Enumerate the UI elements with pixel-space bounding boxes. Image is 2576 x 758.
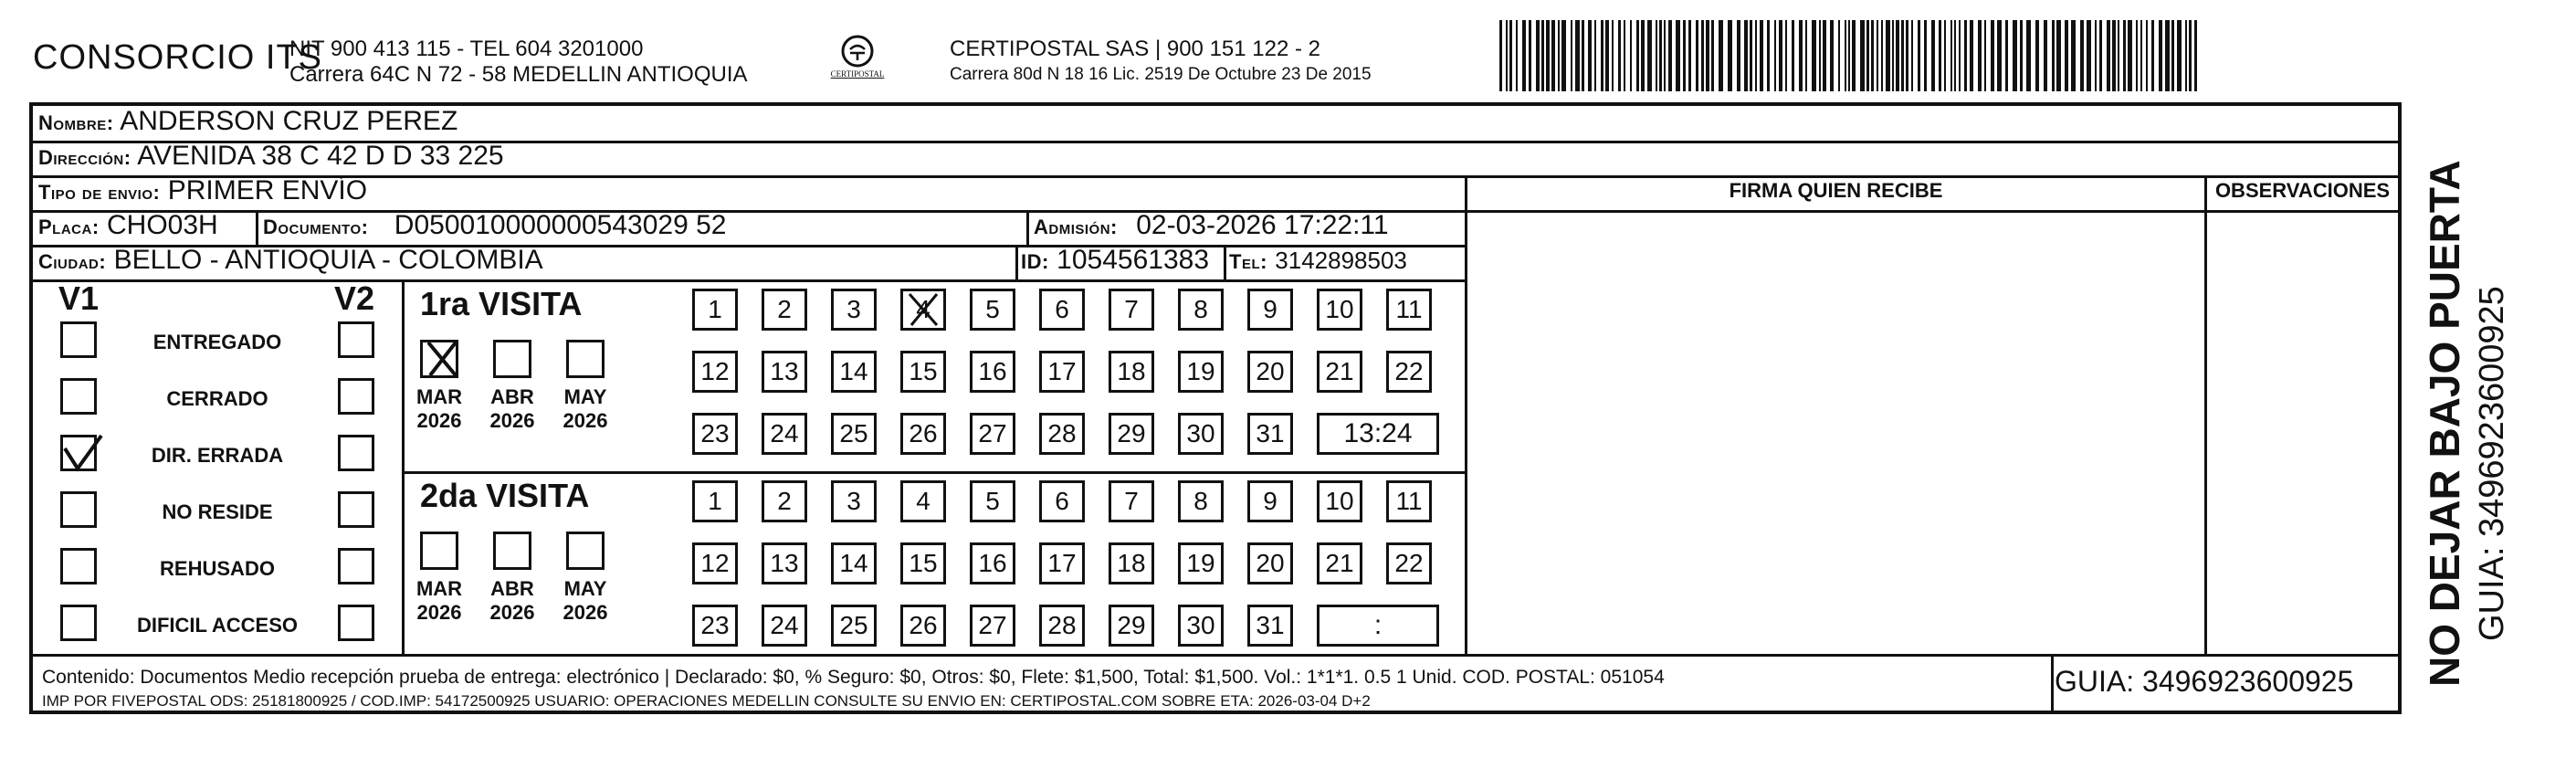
visit1-day-3[interactable]: 3 (831, 289, 877, 331)
tel-row (1229, 245, 1407, 276)
visit1-day-2[interactable]: 2 (762, 289, 807, 331)
month-name: MAY (563, 385, 607, 408)
month-year: 2026 (489, 601, 535, 624)
v2-header: V2 (334, 279, 375, 317)
visit1-month-checkbox-may[interactable] (566, 340, 605, 378)
direccion-label: Dirección: (38, 146, 131, 169)
visit2-day-30[interactable]: 30 (1178, 605, 1224, 647)
visit1-day-26[interactable]: 26 (900, 413, 946, 455)
admision-label: Admisión: (1034, 216, 1118, 238)
month-name: MAR (415, 577, 463, 600)
visit2-month-label (553, 577, 617, 625)
address-line: Carrera 64C N 72 - 58 MEDELLIN ANTIOQUIA (289, 62, 748, 87)
visit1-month-label (407, 385, 471, 433)
delivery-form (29, 102, 2402, 714)
tel-label: Tel: (1229, 250, 1267, 273)
v1-checkbox-1[interactable] (60, 378, 97, 415)
visit1-day-4[interactable]: 4 (900, 289, 946, 331)
visit1-day-19[interactable]: 19 (1178, 351, 1224, 393)
month-year: 2026 (563, 409, 608, 432)
month-year: 2026 (416, 601, 462, 624)
visit2-day-3[interactable]: 3 (831, 480, 877, 522)
v1-checkbox-5[interactable] (60, 605, 97, 641)
visit2-day-18[interactable]: 18 (1109, 542, 1154, 584)
visit2-day-23[interactable]: 23 (692, 605, 738, 647)
visit1-day-8[interactable]: 8 (1178, 289, 1224, 331)
visit2-day-26[interactable]: 26 (900, 605, 946, 647)
tel-value: 3142898503 (1275, 247, 1407, 274)
v1-checkbox-0[interactable] (60, 321, 97, 358)
certipostal-info (950, 37, 1372, 88)
visit1-day-1[interactable]: 1 (692, 289, 738, 331)
v2-checkbox-0[interactable] (338, 321, 374, 358)
barcode (1499, 20, 2201, 91)
visit2-day-19[interactable]: 19 (1178, 542, 1224, 584)
month-name: MAR (415, 385, 463, 408)
nombre-row (38, 106, 457, 137)
logo-icon (839, 33, 876, 69)
visit1-day-10[interactable]: 10 (1317, 289, 1362, 331)
placa-value: CHO03H (107, 210, 218, 240)
month-year: 2026 (563, 601, 608, 624)
nombre-label: Nombre: (38, 111, 114, 134)
company-name: CONSORCIO ITS (33, 38, 323, 77)
tipo-label: Tipo de envio: (38, 181, 161, 204)
visit2-day-10[interactable]: 10 (1317, 480, 1362, 522)
visit2-day-9[interactable]: 9 (1247, 480, 1293, 522)
visit2-month-checkbox-may[interactable] (566, 532, 605, 570)
documento-value: D050010000000543029 52 (394, 210, 727, 240)
visit2-day-16[interactable]: 16 (970, 542, 1015, 584)
visit1-month-label (480, 385, 544, 433)
logo-caption: CERTIPOSTAL (830, 69, 885, 79)
visit1-day-14[interactable]: 14 (831, 351, 877, 393)
v1-header: V1 (58, 279, 100, 317)
visit1-day-16[interactable]: 16 (970, 351, 1015, 393)
nit-line: NIT 900 413 115 - TEL 604 3201000 (289, 37, 644, 61)
guia-number: GUIA: 3496923600925 (2055, 665, 2354, 698)
visit2-time-field[interactable]: : (1317, 605, 1439, 647)
header (22, 11, 2396, 102)
certipostal-logo (816, 33, 899, 97)
v1-checkbox-2[interactable] (60, 435, 97, 471)
visit1-day-11[interactable]: 11 (1386, 289, 1432, 331)
visit1-day-22[interactable]: 22 (1386, 351, 1432, 393)
state-label: NO RESIDE (162, 500, 273, 523)
visit1-day-15[interactable]: 15 (900, 351, 946, 393)
visit1-day-23[interactable]: 23 (692, 413, 738, 455)
ciudad-label: Ciudad: (38, 250, 107, 273)
admision-value: 02-03-2026 17:22:11 (1136, 210, 1389, 240)
visit2-day-31[interactable]: 31 (1247, 605, 1293, 647)
visit1-day-7[interactable]: 7 (1109, 289, 1154, 331)
visit1-day-17[interactable]: 17 (1039, 351, 1085, 393)
tipo-row (38, 175, 367, 206)
ciudad-value: BELLO - ANTIOQUIA - COLOMBIA (113, 245, 543, 275)
certi-license: Carrera 80d N 18 16 Lic. 2519 De Octubre 23 De 2015 (950, 65, 1372, 84)
visit1-day-12[interactable]: 12 (692, 351, 738, 393)
visit2-day-27[interactable]: 27 (970, 605, 1015, 647)
id-row (1021, 245, 1209, 276)
visit2-month-label (407, 577, 471, 625)
visit1-day-18[interactable]: 18 (1109, 351, 1154, 393)
visit2-day-17[interactable]: 17 (1039, 542, 1085, 584)
admision-row (1034, 210, 1389, 241)
state-label: CERRADO (166, 387, 268, 410)
visit1-day-29[interactable]: 29 (1109, 413, 1154, 455)
v2-checkbox-1[interactable] (338, 378, 374, 415)
nombre-value: ANDERSON CRUZ PEREZ (120, 106, 458, 136)
visit2-day-5[interactable]: 5 (970, 480, 1015, 522)
visit1-month-label (553, 385, 617, 433)
visit1-day-25[interactable]: 25 (831, 413, 877, 455)
visit1-day-24[interactable]: 24 (762, 413, 807, 455)
visit2-day-20[interactable]: 20 (1247, 542, 1293, 584)
visit1-time-field[interactable]: 13:24 (1317, 413, 1439, 455)
visit2-day-2[interactable]: 2 (762, 480, 807, 522)
visit2-title: 2da VISITA (420, 477, 590, 514)
visit2-month-checkbox-mar[interactable] (420, 532, 458, 570)
visit2-day-7[interactable]: 7 (1109, 480, 1154, 522)
visit2-day-6[interactable]: 6 (1039, 480, 1085, 522)
month-name: ABR (490, 577, 534, 600)
visit2-day-29[interactable]: 29 (1109, 605, 1154, 647)
v1-checkbox-4[interactable] (60, 548, 97, 584)
month-year: 2026 (416, 409, 462, 432)
visit1-day-30[interactable]: 30 (1178, 413, 1224, 455)
visit2-day-21[interactable]: 21 (1317, 542, 1362, 584)
v2-checkbox-2[interactable] (338, 435, 374, 471)
visit1-day-21[interactable]: 21 (1317, 351, 1362, 393)
state-label: DIR. ERRADA (151, 444, 284, 467)
id-value: 1054561383 (1057, 245, 1210, 275)
visit2-day-4[interactable]: 4 (900, 480, 946, 522)
tipo-value: PRIMER ENVÍO (167, 175, 368, 205)
month-year: 2026 (489, 409, 535, 432)
placa-row (38, 210, 218, 241)
visit1-day-31[interactable]: 31 (1247, 413, 1293, 455)
visit2-day-11[interactable]: 11 (1386, 480, 1432, 522)
visit1-day-13[interactable]: 13 (762, 351, 807, 393)
direccion-row (38, 141, 504, 172)
visit1-title: 1ra VISITA (420, 285, 583, 322)
visit2-day-8[interactable]: 8 (1178, 480, 1224, 522)
v2-checkbox-3[interactable] (338, 491, 374, 528)
visit1-day-27[interactable]: 27 (970, 413, 1015, 455)
visit2-day-25[interactable]: 25 (831, 605, 877, 647)
visit2-month-checkbox-abr[interactable] (493, 532, 531, 570)
placa-label: Placa: (38, 216, 100, 238)
visit2-day-28[interactable]: 28 (1039, 605, 1085, 647)
v1-checkbox-3[interactable] (60, 491, 97, 528)
documento-label: Documento: (263, 216, 369, 238)
id-label: ID: (1021, 250, 1049, 273)
documento-row (263, 210, 727, 241)
visit2-day-15[interactable]: 15 (900, 542, 946, 584)
visit2-month-label (480, 577, 544, 625)
state-label: DIFICIL ACCESO (136, 614, 298, 637)
side-notice (2402, 102, 2566, 714)
visit1-month-checkbox-abr[interactable] (493, 340, 531, 378)
visit1-month-checkbox-mar[interactable] (420, 340, 458, 378)
direccion-value: AVENIDA 38 C 42 D D 33 225 (137, 141, 504, 171)
visit1-day-20[interactable]: 20 (1247, 351, 1293, 393)
observaciones-header: OBSERVACIONES (2214, 179, 2391, 202)
visit2-day-13[interactable]: 13 (762, 542, 807, 584)
visit2-day-12[interactable]: 12 (692, 542, 738, 584)
content-summary: Contenido: Documentos Medio recepción prueba de entrega: electrónico | Declarado: $0, % Seguro: $0, Otros: $0, Flete: $1,500, Total: $1,500. Vol.: 1*1*1. 0.5 1 Unid. COD. POSTAL: 051054 (42, 667, 1665, 688)
v2-checkbox-4[interactable] (338, 548, 374, 584)
v2-checkbox-5[interactable] (338, 605, 374, 641)
ciudad-row (38, 245, 543, 276)
month-name: MAY (563, 577, 607, 600)
visit2-day-14[interactable]: 14 (831, 542, 877, 584)
state-label: REHUSADO (160, 557, 275, 580)
visit2-day-24[interactable]: 24 (762, 605, 807, 647)
visit2-day-22[interactable]: 22 (1386, 542, 1432, 584)
day-cross-mark (900, 289, 946, 331)
print-info: IMP POR FIVEPOSTAL ODS: 25181800925 / COD.IMP: 54172500925 USUARIO: OPERACIONES MEDELLIN CONSULTE SU ENVIO EN: CERTIPOSTAL.COM SOBRE ETA: 2026-03-04 D+2 (42, 692, 1371, 710)
visit1-day-6[interactable]: 6 (1039, 289, 1085, 331)
month-name: ABR (490, 385, 534, 408)
visit1-day-5[interactable]: 5 (970, 289, 1015, 331)
side-warning: NO DEJAR BAJO PUERTA (2421, 160, 2468, 687)
state-label: ENTREGADO (152, 331, 282, 353)
certi-line: CERTIPOSTAL SAS | 900 151 122 - 2 (950, 37, 1320, 61)
side-guia: GUIA: 3496923600925 (2473, 286, 2511, 641)
firma-header: FIRMA QUIEN RECIBE (1729, 179, 1943, 202)
visit2-day-1[interactable]: 1 (692, 480, 738, 522)
visit1-day-9[interactable]: 9 (1247, 289, 1293, 331)
company-nit (289, 37, 748, 88)
visit1-day-28[interactable]: 28 (1039, 413, 1085, 455)
